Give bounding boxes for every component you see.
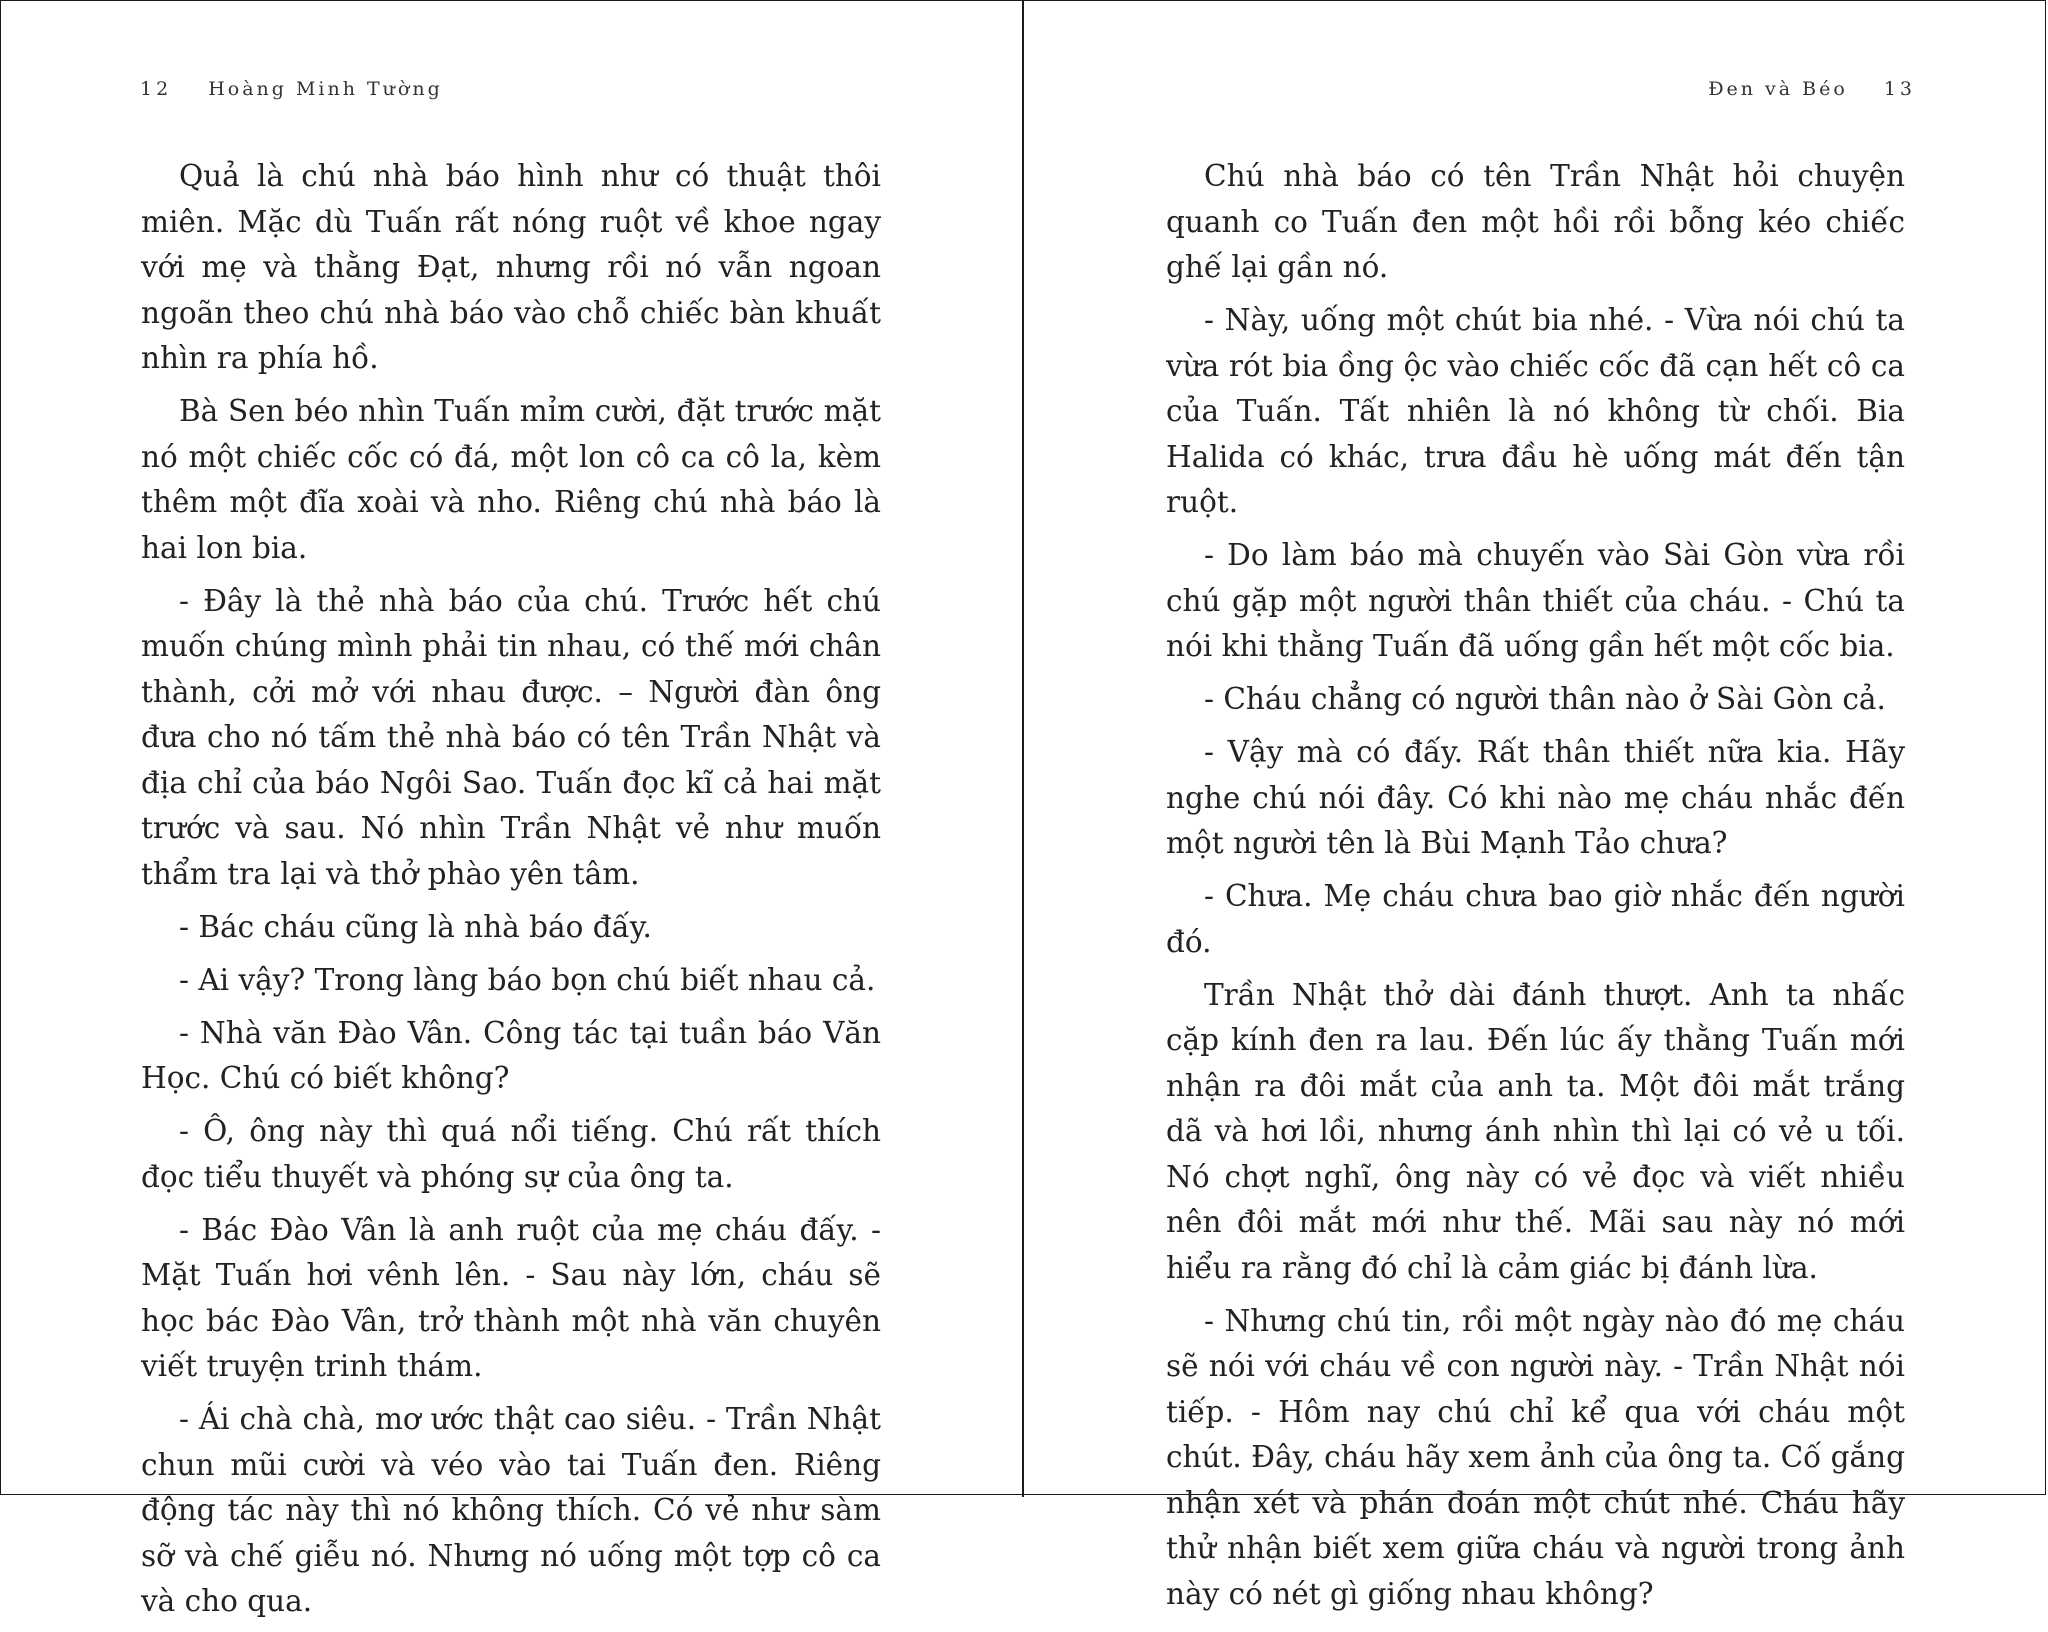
paragraph: - Vậy mà có đấy. Rất thân thiết nữa kia. Hãy nghe chú nói đây. Có khi nào mẹ cháu nhắc đến một người tên là Bùi Mạnh Tảo chưa? bbox=[1166, 735, 1905, 860]
paragraph: - Nhưng chú tin, rồi một ngày nào đó mẹ cháu sẽ nói với cháu về con người này. - Trần Nhật nói tiếp. - Hôm nay chú chỉ kể qua với cháu một chút. Đây, cháu hãy xem ảnh của ông ta. Cố gắng nhận xét và phán đoán một chút nhé. Cháu hãy thử nhận biết xem giữa cháu và người trong ảnh này có nét gì giống nhau không? bbox=[1166, 1303, 1905, 1611]
right-running-head bbox=[1708, 78, 1916, 100]
right-body-text bbox=[1166, 154, 1905, 1625]
paragraph: - Đây là thẻ nhà báo của chú. Trước hết chú muốn chúng mình phải tin nhau, có thế mới chân thành, cởi mở với nhau được. – Người đàn ông đưa cho nó tấm thẻ nhà báo có tên Trần Nhật và địa chỉ của báo Ngôi Sao. Tuấn đọc kĩ cả hai mặt trước và sau. Nó nhìn Trần Nhật vẻ như muốn thẩm tra lại và thở phào yên tâm. bbox=[141, 583, 881, 891]
paragraph: - Bác Đào Vân là anh ruột của mẹ cháu đấy. - Mặt Tuấn hơi vênh lên. - Sau này lớn, cháu sẽ học bác Đào Vân, trở thành một nhà văn chuyên viết truyện trinh thám. bbox=[141, 1212, 881, 1383]
left-running-head bbox=[140, 78, 443, 100]
paragraph: - Ái chà chà, mơ ước thật cao siêu. - Trần Nhật chun mũi cười và véo vào tai Tuấn đen. Riêng động tác này thì nó không thích. Có vẻ như sàm sỡ và chế giễu nó. Nhưng nó uống một tợp cô ca và cho qua. bbox=[141, 1402, 881, 1618]
left-body-text bbox=[141, 154, 881, 1632]
paragraph: - Ô, ông này thì quá nổi tiếng. Chú rất thích đọc tiểu thuyết và phóng sự của ông ta. bbox=[141, 1114, 881, 1194]
right-running-title: Đen và Béo bbox=[1708, 78, 1848, 100]
paragraph: - Cháu chẳng có người thân nào ở Sài Gòn cả. bbox=[1204, 682, 1886, 716]
paragraph: Trần Nhật thở dài đánh thượt. Anh ta nhấc cặp kính đen ra lau. Đến lúc ấy thằng Tuấn mới nhận ra đôi mắt của anh ta. Một đôi mắt trắng dã và hơi lồi, nhưng ánh nhìn thì lại có vẻ u tối. Nó chợt nghĩ, ông này có vẻ đọc và viết nhiều nên đôi mắt mới như thế. Mãi sau này nó mới hiểu ra rằng đó chỉ là cảm giác bị đánh lừa. bbox=[1166, 977, 1905, 1285]
paragraph: Bà Sen béo nhìn Tuấn mỉm cười, đặt trước mặt nó một chiếc cốc có đá, một lon cô ca cô la, kèm thêm một đĩa xoài và nho. Riêng chú nhà báo là hai lon bia. bbox=[141, 394, 881, 565]
paragraph: Quả là chú nhà báo hình như có thuật thôi miên. Mặc dù Tuấn rất nóng ruột về khoe ngay với mẹ và thằng Đạt, nhưng rồi nó vẫn ngoan ngoãn theo chú nhà báo vào chỗ chiếc bàn khuất nhìn ra phía hồ. bbox=[141, 159, 881, 375]
paragraph: - Bác cháu cũng là nhà báo đấy. bbox=[179, 909, 652, 944]
paragraph: - Do làm báo mà chuyến vào Sài Gòn vừa rồi chú gặp một người thân thiết của cháu. - Chú ta nói khi thằng Tuấn đã uống gần hết một cốc bia. bbox=[1166, 538, 1905, 663]
left-running-title: Hoàng Minh Tường bbox=[208, 78, 443, 100]
paragraph: - Chưa. Mẹ cháu chưa bao giờ nhắc đến người đó. bbox=[1166, 879, 1905, 959]
paragraph: Chú nhà báo có tên Trần Nhật hỏi chuyện quanh co Tuấn đen một hồi rồi bỗng kéo chiếc ghế lại gần nó. bbox=[1166, 159, 1905, 284]
right-page bbox=[1024, 0, 2048, 1611]
paragraph: - Nhà văn Đào Vân. Công tác tại tuần báo Văn Học. Chú có biết không? bbox=[141, 1015, 881, 1095]
right-page-number: 13 bbox=[1883, 78, 1916, 100]
paragraph: - Ai vậy? Trong làng báo bọn chú biết nhau cả. bbox=[179, 962, 876, 997]
left-page-number: 12 bbox=[140, 78, 173, 100]
left-page bbox=[0, 0, 1022, 1618]
paragraph: - Này, uống một chút bia nhé. - Vừa nói chú ta vừa rót bia ồng ộc vào chiếc cốc đã cạn hết cô ca của Tuấn. Tất nhiên là nó không từ chối. Bia Halida có khác, trưa đầu hè uống mát đến tận ruột. bbox=[1166, 303, 1905, 519]
